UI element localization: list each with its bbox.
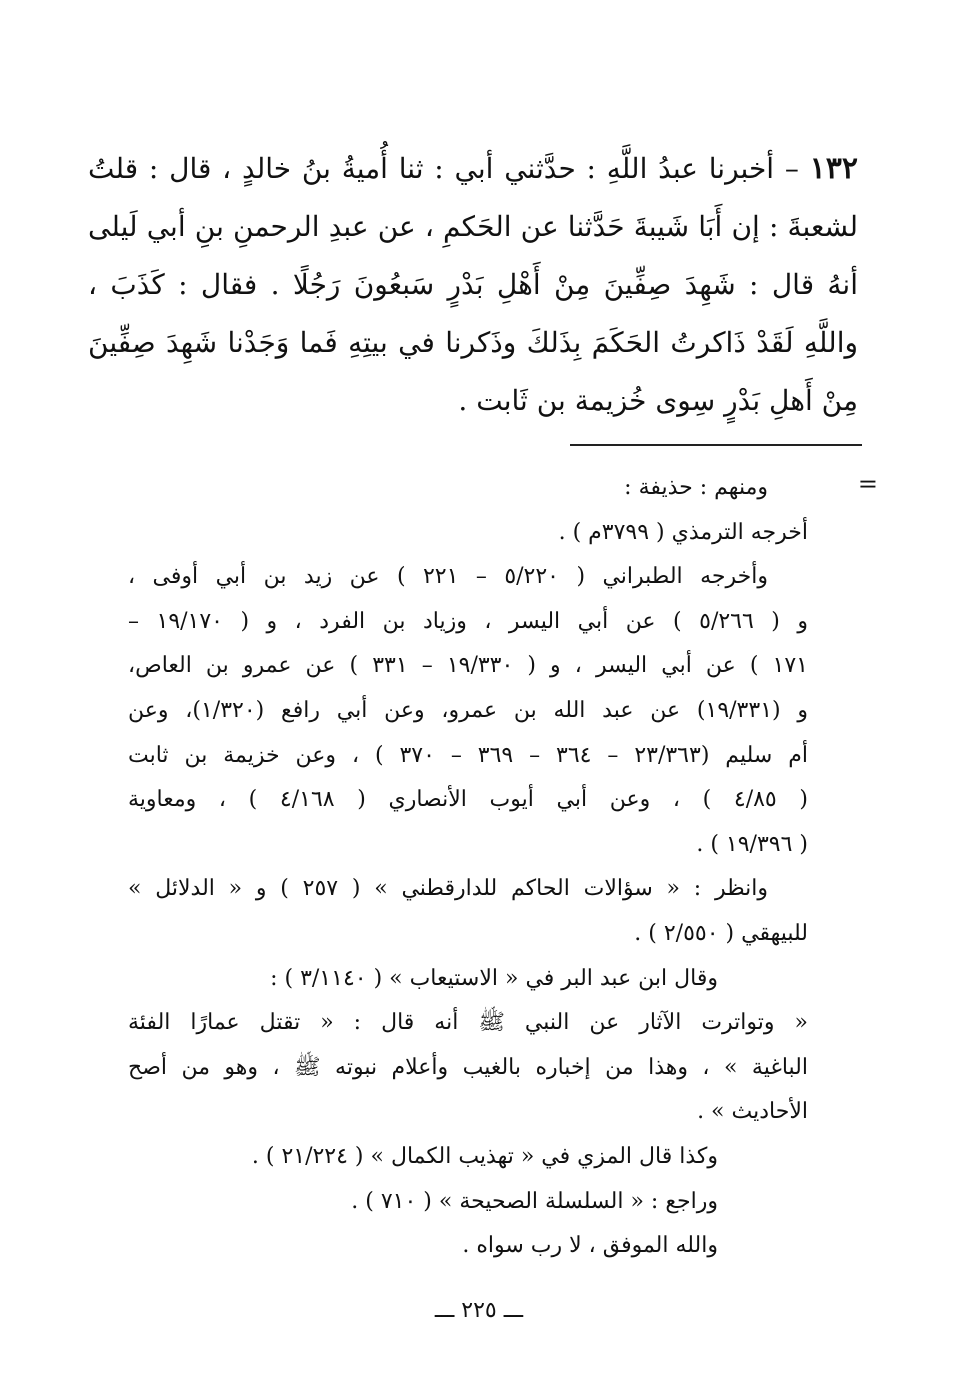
- footnote-line: للبيهقي ( ٢/٥٥٠ ) .: [634, 920, 808, 946]
- page-number: ـــ ٢٢٥ ـــ: [434, 1298, 524, 1323]
- hadith-text: – أخبرنا عبدُ اللَّهِ : حدَّثني أبي : ثنا أُميةُ بنُ خالدٍ ، قال : قلتُ لشعبةَ : إن أَبَا شَيبةَ حَدَّثنا عن الحَكمِ ، عن عبدِ الرحمنِ بنِ أبي لَيلى أنهُ قال : شَهِدَ صِفِّينَ مِنْ أَهْلِ بَدْرٍ سَبعُونَ رَجُلًا . فقال : كَذَبَ ، واللَّهِ لَقَدْ ذَاكرتُ الحَكَمَ بِذَلكَ وذَكرنا في بيتِهِ فَما وَجَدْنا شَهِدَ صِفِّينَ مِنْ أَهلِ بَدْرٍ سِوى خُزيمة بن ثَابت .: [88, 152, 859, 417]
- footnote-line: ( ٤/٨٥ ) ، وعن أبي أيوب الأنصاري ( ٤/١٦٨ ) ، ومعاوية: [128, 787, 808, 813]
- footnote-line: أخرجه الترمذي ( ٣٧٩٩م ) .: [558, 519, 808, 545]
- footnote-line: و ( ٥/٢٦٦ ) عن أبي اليسر ، وزياد بن الفرد ، و ( ١٩/١٧٠ –: [128, 608, 808, 634]
- footnote-line: « وتواترت الآثار عن النبي ﷺ أنه قال : « تقتل عمارًا الفئة: [128, 1010, 808, 1036]
- footnote-line: ١٧١ ) عن أبي اليسر ، و ( ١٩/٣٣٠ – ٣٣١ ) عن عمرو بن العاص،: [128, 653, 808, 679]
- footnote-line: و (١٩/٣٣١) عن عبد الله بن عمرو، وعن أبي رافع (١/٣٢٠)، وعن: [128, 697, 808, 723]
- footnote-line: ومنهم : حذيفة :: [624, 475, 768, 500]
- footnote-line: الأحاديث » .: [697, 1099, 808, 1125]
- hadith-number: ١٣٢: [809, 151, 858, 186]
- footnotes: [128, 466, 808, 1269]
- footnote-separator: [570, 444, 862, 446]
- footnote-line: وانظر : « سؤالات الحاكم للدارقطني » ( ٢٥٧ ) و « الدلائل »: [128, 876, 769, 902]
- footnote-line: وكذا قال المزي في « تهذيب الكمال » ( ٢١/٢٢٤ ) .: [251, 1143, 718, 1169]
- footnote-line: وأخرجه الطبراني ( ٥/٢٢٠ – ٢٢١ ) عن زيد بن أبي أوفى ،: [128, 564, 768, 590]
- footnote-line: وراجع : « السلسلة الصحيحة » ( ٧١٠ ) .: [351, 1188, 718, 1214]
- footnote-line: والله الموفق ، لا رب سواه .: [462, 1233, 718, 1259]
- footnote-line: الباغية » ، وهذا من إخباره بالغيب وأعلام نبوته ﷺ ، وهو من أصح: [128, 1054, 808, 1080]
- footnote-line: وقال ابن عبد البر في « الاستيعاب » ( ٣/١١٤٠ ) :: [270, 965, 718, 991]
- footnote-line: ( ١٩/٣٩٦ ) .: [696, 831, 808, 857]
- footnote-line: أم سليم (٢٣/٣٦٣ – ٣٦٤ – ٣٦٩ – ٣٧٠ ) ، وعن خزيمة بن ثابت: [128, 742, 808, 768]
- hadith-paragraph: [88, 140, 858, 430]
- footnote-continuation-marker: =: [857, 470, 878, 498]
